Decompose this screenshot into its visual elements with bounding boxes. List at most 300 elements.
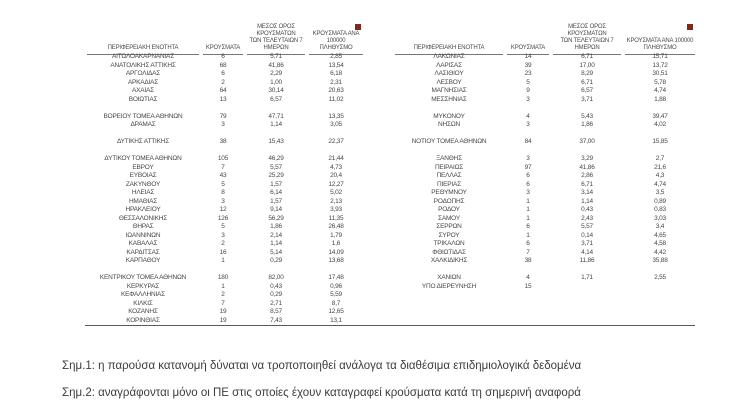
region-name: ΖΑΚΥΝΘΟΥ: [125, 180, 161, 188]
table-row-spacer: [393, 104, 697, 113]
cases-value: 19: [219, 316, 227, 324]
avg7-value: 5,71: [270, 53, 282, 60]
cases-value: 6: [526, 223, 530, 230]
header-per100k-line2: ΠΛΗΘΥΣΜΟ: [643, 45, 677, 51]
per100k-value: 3,03: [654, 214, 666, 222]
region-name: ΛΑΡΙΣΑΣ: [436, 61, 462, 69]
region-name: ΞΑΝΘΗΣ: [436, 155, 462, 162]
region-name: ΚΑΡΔΙΤΣΑΣ: [126, 248, 160, 256]
table-row: [85, 317, 365, 326]
region-name: ΤΡΙΚΑΛΩΝ: [433, 240, 465, 247]
region-name: ΡΟΔΟΠΗΣ: [433, 197, 465, 205]
region-name: [85, 266, 201, 275]
avg7-value: 1,14: [270, 121, 282, 128]
cases-value: 16: [219, 248, 227, 256]
region-name: ΚΟΖΑΝΗΣ: [128, 308, 158, 315]
table-row-spacer: [85, 147, 365, 156]
region-name: ΝΗΣΩΝ: [438, 121, 460, 128]
cases-value: 7: [221, 299, 225, 307]
region-name: ΠΕΙΡΑΙΩΣ: [434, 163, 464, 171]
avg7-value: 4,14: [581, 248, 593, 256]
table-row: [85, 274, 365, 283]
table-row: [85, 198, 365, 207]
per100k-value: 4,74: [654, 87, 666, 94]
region-name: ΠΙΕΡΙΑΣ: [437, 180, 461, 188]
avg7-value: 46,29: [268, 155, 284, 162]
cases-value: 126: [217, 214, 229, 222]
cases-value: 7: [221, 163, 225, 171]
per100k-value: [623, 104, 697, 113]
cases-value: 38: [219, 138, 227, 145]
avg7-value: 0,43: [270, 282, 282, 290]
avg7-value: 3,71: [581, 95, 593, 103]
table-row: [393, 283, 697, 292]
cases-value: 180: [217, 274, 229, 281]
footnote-1: Σημ.1: η παρούσα κατανομή δύναται να τροποποιηθεί ανάλογα τα διαθέσιμα επιδημιολογικά δεδομένα: [62, 360, 582, 372]
cases-value: 5: [221, 180, 225, 188]
table-row: [85, 53, 365, 62]
region-name: ΚΕΦΑΛΛΗΝΙΑΣ: [120, 291, 166, 298]
table-row: [85, 70, 365, 79]
cases-value: 1: [526, 231, 530, 239]
cases-value: 2: [221, 78, 225, 86]
per100k-value: 13,72: [652, 61, 668, 69]
table-row: [85, 291, 365, 300]
table-row: [85, 155, 365, 164]
region-name: ΠΕΛΛΑΣ: [436, 172, 462, 179]
per100k-value: 20,63: [328, 87, 344, 94]
table-row: [85, 87, 365, 96]
avg7-value: 8,57: [270, 308, 282, 315]
avg7-value: [551, 266, 623, 275]
header-avg7-line1: ΜΕΣΟΣ ΟΡΟΣ ΚΡΟΥΣΜΑΤΩΝ: [256, 24, 296, 37]
avg7-value: [551, 283, 623, 292]
avg7-value: 5,57: [270, 163, 282, 171]
per100k-value: 12,65: [328, 308, 344, 315]
region-name: ΘΗΡΑΣ: [132, 223, 154, 230]
avg7-value: 30,14: [268, 87, 284, 94]
per100k-value: 13,35: [328, 112, 344, 120]
regional-table-right: [393, 24, 697, 325]
avg7-value: 6,71: [581, 53, 593, 60]
table-row: [393, 215, 697, 224]
table-row-spacer: [393, 266, 697, 275]
per100k-value: 13,54: [328, 61, 344, 69]
avg7-value: 41,86: [579, 163, 595, 171]
avg7-value: 6,71: [581, 78, 593, 86]
cases-value: 6: [526, 240, 530, 247]
cases-value: 12: [219, 206, 227, 213]
per100k-value: [623, 130, 697, 139]
table-row: [393, 223, 697, 232]
table-row: [85, 189, 365, 198]
table-row: [393, 155, 697, 164]
cases-value: 1: [221, 282, 225, 290]
table-row: [85, 181, 365, 190]
region-name: ΙΩΑΝΝΙΝΩΝ: [125, 231, 161, 239]
per100k-value: 39,47: [652, 112, 668, 120]
table-row: [393, 96, 697, 105]
region-name: ΚΑΡΠΑΘΟΥ: [125, 257, 161, 264]
table-row: [85, 164, 365, 173]
avg7-value: 2,29: [270, 70, 282, 77]
cases-value: 4: [526, 112, 530, 120]
per100k-value: 1,88: [654, 95, 666, 103]
cases-value: 14: [524, 53, 532, 60]
avg7-value: [245, 130, 307, 139]
per100k-value: 30,51: [652, 70, 668, 77]
avg7-value: 6,14: [270, 189, 282, 196]
per100k-value: 13,68: [328, 257, 344, 264]
avg7-value: 3,71: [581, 240, 593, 247]
table-row: [393, 257, 697, 266]
region-name: ΚΕΝΤΡΙΚΟΥ ΤΟΜΕΑ ΑΘΗΝΩΝ: [99, 274, 187, 281]
cases-value: 13: [219, 95, 227, 103]
region-name: ΒΟΙΩΤΙΑΣ: [128, 95, 158, 103]
cases-value: 38: [524, 257, 532, 264]
cases-value: 3: [526, 189, 530, 196]
avg7-value: 0,29: [270, 291, 282, 298]
header-cases-label: ΚΡΟΥΣΜΑΤΑ: [205, 45, 241, 51]
cases-value: 6: [221, 53, 225, 60]
region-name: ΜΕΣΣΗΝΙΑΣ: [431, 95, 467, 103]
region-name: ΔΥΤΙΚΗΣ ΑΤΤΙΚΗΣ: [116, 138, 170, 145]
table-row-spacer: [393, 130, 697, 139]
footnotes: [62, 360, 722, 414]
per100k-value: 11,02: [328, 95, 344, 103]
region-name: ΚΙΛΚΙΣ: [133, 299, 153, 307]
per100k-value: 21,44: [328, 155, 344, 162]
avg7-value: [245, 147, 307, 156]
avg7-value: 7,43: [270, 316, 282, 324]
table-row: [85, 62, 365, 71]
cases-value: 1: [221, 257, 225, 264]
region-name: [85, 130, 201, 139]
table-row: [393, 198, 697, 207]
table-row: [393, 232, 697, 241]
table-row: [393, 121, 697, 130]
region-name: ΕΥΒΟΙΑΣ: [129, 172, 157, 179]
avg7-value: 1,14: [581, 197, 593, 205]
cases-value: [505, 266, 551, 275]
avg7-value: 8,29: [581, 70, 593, 77]
region-name: ΧΑΛΚΙΔΙΚΗΣ: [430, 257, 468, 264]
per100k-value: 4,02: [654, 121, 666, 128]
avg7-value: 2,71: [270, 299, 282, 307]
cases-value: 5: [526, 78, 530, 86]
region-name: [393, 266, 505, 275]
cases-value: 15: [524, 282, 532, 290]
header-region-label: ΠΕΡΙΦΕΡΕΙΑΚΗ ΕΝΟΤΗΤΑ: [107, 45, 179, 51]
table-row: [85, 138, 365, 147]
per100k-value: 2,55: [654, 274, 666, 281]
table-row: [393, 113, 697, 122]
cases-value: 3: [526, 95, 530, 103]
avg7-value: 2,43: [581, 214, 593, 222]
table-row: [85, 240, 365, 249]
cases-value: 6: [526, 172, 530, 179]
table-row: [85, 223, 365, 232]
per100k-value: 22,37: [328, 138, 344, 145]
table-row: [393, 172, 697, 181]
table-row: [85, 300, 365, 309]
region-name: ΝΟΤΙΟΥ ΤΟΜΕΑ ΑΘΗΝΩΝ: [411, 138, 487, 145]
cases-value: [505, 104, 551, 113]
per100k-value: 1,6: [331, 240, 341, 247]
avg7-value: [551, 147, 623, 156]
cases-value: [505, 130, 551, 139]
table-row: [85, 79, 365, 88]
cases-value: 1: [526, 214, 530, 222]
per100k-value: 13,1: [330, 316, 342, 324]
region-name: ΑΡΓΟΛΙΔΑΣ: [125, 70, 161, 77]
region-name: ΗΛΕΙΑΣ: [131, 189, 155, 196]
region-name: ΒΟΡΕΙΟΥ ΤΟΜΕΑ ΑΘΗΝΩΝ: [103, 112, 183, 120]
region-name: ΛΑΣΙΘΙΟΥ: [434, 70, 464, 77]
header-per100k-line2: ΠΛΗΘΥΣΜΟ: [319, 45, 353, 51]
table-row: [393, 249, 697, 258]
per100k-value: 15,71: [652, 53, 668, 60]
column-header-avg7: [553, 24, 621, 55]
per100k-value: [623, 266, 697, 275]
region-name: ΡΟΔΟΥ: [438, 206, 460, 213]
table-header-row: [393, 24, 697, 50]
table-row: [85, 96, 365, 105]
avg7-value: 56,29: [268, 214, 284, 222]
red-square-marker: [687, 24, 693, 30]
per100k-value: 4,58: [654, 240, 666, 247]
table-row: [393, 240, 697, 249]
regional-table-left: [85, 24, 365, 325]
cases-value: 5: [221, 223, 225, 230]
header-avg7-line1: ΜΕΣΟΣ ΟΡΟΣ ΚΡΟΥΣΜΑΤΩΝ: [567, 24, 607, 37]
per100k-value: 2,13: [330, 197, 342, 205]
avg7-value: 17,00: [579, 61, 595, 69]
region-name: [85, 104, 201, 113]
cases-value: [201, 130, 245, 139]
per100k-value: 6,18: [330, 70, 342, 77]
per100k-value: 4,42: [654, 248, 666, 256]
per100k-value: 4,65: [654, 231, 666, 239]
cases-value: 3: [526, 121, 530, 128]
cases-value: 68: [219, 61, 227, 69]
header-avg7-line2: ΤΩΝ ΤΕΛΕΥΤΑΙΩΝ 7 ΗΜΕΡΩΝ: [249, 38, 303, 51]
per100k-value: 4,73: [330, 163, 342, 171]
per100k-value: [307, 147, 365, 156]
region-name: ΜΑΓΝΗΣΙΑΣ: [431, 87, 467, 94]
cases-value: 23: [524, 70, 532, 77]
cases-value: 97: [524, 163, 532, 171]
per100k-value: 14,09: [328, 248, 344, 256]
table-row-spacer: [85, 104, 365, 113]
avg7-value: 5,14: [270, 248, 282, 256]
cases-value: 105: [217, 155, 229, 162]
region-name: ΜΥΚΟΝΟΥ: [433, 112, 465, 120]
per100k-value: 11,35: [328, 214, 344, 222]
avg7-value: 15,43: [268, 138, 284, 145]
per100k-value: 1,79: [330, 231, 342, 239]
cases-value: [201, 147, 245, 156]
region-name: ΛΑΚΩΝΙΑΣ: [433, 53, 465, 60]
avg7-value: [551, 104, 623, 113]
region-name: ΔΡΑΜΑΣ: [130, 121, 156, 128]
cases-value: 79: [219, 112, 227, 120]
table-row: [85, 308, 365, 317]
table-row: [393, 87, 697, 96]
per100k-value: 5,02: [330, 189, 342, 196]
per100k-value: 4,74: [654, 180, 666, 188]
region-name: ΣΕΡΡΩΝ: [436, 223, 462, 230]
avg7-value: 1,86: [581, 121, 593, 128]
avg7-value: 1,57: [270, 180, 282, 188]
per100k-value: [307, 104, 365, 113]
avg7-value: 0,29: [270, 257, 282, 264]
per100k-value: 35,88: [652, 257, 668, 264]
cases-value: 8: [221, 189, 225, 196]
region-name: ΑΧΑΪΑΣ: [132, 87, 154, 94]
table-bottom-rule: [85, 325, 695, 326]
region-name: [85, 147, 201, 156]
avg7-value: 3,29: [581, 155, 593, 162]
per100k-value: 4,3: [655, 172, 665, 179]
column-header-avg7: [247, 24, 305, 55]
cases-value: [201, 104, 245, 113]
per100k-value: [623, 283, 697, 292]
avg7-value: 1,00: [270, 78, 282, 86]
per100k-value: 20,4: [330, 172, 342, 179]
table-row: [85, 172, 365, 181]
region-name: ΑΝΑΤΟΛΙΚΗΣ ΑΤΤΙΚΗΣ: [110, 61, 176, 69]
avg7-value: 6,57: [270, 95, 282, 103]
cases-value: 3: [221, 121, 225, 128]
footnote-2: Σημ.2: αναγράφονται μόνο οι ΠΕ στις οποίες έχουν καταγραφεί κρούσματα κατά τη σημερινή αναφορά: [62, 387, 581, 399]
region-name: [393, 130, 505, 139]
region-name: ΡΕΘΥΜΝΟΥ: [431, 189, 467, 196]
table-row-spacer: [85, 266, 365, 275]
region-name: ΣΥΡΟΥ: [438, 231, 460, 239]
per100k-value: 2,85: [330, 53, 342, 60]
per100k-value: 17,48: [328, 274, 344, 281]
avg7-value: 5,43: [581, 112, 593, 120]
table-row: [85, 206, 365, 215]
per100k-value: [307, 266, 365, 275]
cases-value: 6: [221, 70, 225, 77]
avg7-value: [551, 130, 623, 139]
header-cases-label: ΚΡΟΥΣΜΑΤΑ: [510, 45, 546, 51]
table-row: [85, 121, 365, 130]
header-avg7-line2: ΤΩΝ ΤΕΛΕΥΤΑΙΩΝ 7 ΗΜΕΡΩΝ: [560, 38, 614, 51]
cases-value: 3: [221, 231, 225, 239]
avg7-value: 2,14: [270, 231, 282, 239]
cases-value: 39: [524, 61, 532, 69]
table-row-spacer: [393, 147, 697, 156]
cases-value: 9: [526, 87, 530, 94]
table-row: [393, 138, 697, 147]
region-name: ΚΑΒΑΛΑΣ: [128, 240, 158, 247]
region-name: ΚΕΡΚΥΡΑΣ: [126, 282, 160, 290]
per100k-value: 3,93: [330, 206, 342, 213]
per100k-value: 26,48: [328, 223, 344, 230]
cases-value: 84: [524, 138, 532, 145]
per100k-value: 3,05: [330, 121, 342, 128]
regional-cases-tables: [85, 24, 697, 325]
avg7-value: 2,86: [581, 172, 593, 179]
avg7-value: 1,86: [270, 223, 282, 230]
region-name: ΔΥΤΙΚΟΥ ΤΟΜΕΑ ΑΘΗΝΩΝ: [104, 155, 182, 162]
region-name: ΦΘΙΩΤΙΔΑΣ: [432, 248, 466, 256]
per100k-value: 0,83: [654, 206, 666, 213]
table-row: [393, 79, 697, 88]
avg7-value: [245, 266, 307, 275]
avg7-value: 1,71: [581, 274, 593, 281]
table-row: [393, 62, 697, 71]
avg7-value: [245, 104, 307, 113]
cases-value: 64: [219, 87, 227, 94]
cases-value: 1: [526, 206, 530, 213]
table-row: [85, 249, 365, 258]
per100k-value: [623, 147, 697, 156]
avg7-value: 25,29: [268, 172, 284, 179]
per100k-value: 15,85: [652, 138, 668, 145]
per100k-value: 5,78: [654, 78, 666, 86]
region-name: ΧΑΝΙΩΝ: [437, 274, 461, 281]
per100k-value: 0,89: [654, 197, 666, 205]
avg7-value: 9,14: [270, 206, 282, 213]
table-row: [393, 181, 697, 190]
per100k-value: 12,27: [328, 180, 344, 188]
header-region-label: ΠΕΡΙΦΕΡΕΙΑΚΗ ΕΝΟΤΗΤΑ: [413, 45, 485, 51]
region-name: [393, 147, 505, 156]
per100k-value: 8,7: [331, 299, 341, 307]
cases-value: 3: [221, 197, 225, 205]
avg7-value: 6,71: [581, 180, 593, 188]
table-row: [85, 232, 365, 241]
cases-value: 43: [219, 172, 227, 179]
region-name: ΑΙΤΩΛΟΑΚΑΡΝΑΝΙΑΣ: [111, 53, 175, 60]
cases-value: 2: [221, 291, 225, 298]
table-row: [393, 70, 697, 79]
cases-value: 1: [526, 197, 530, 205]
avg7-value: 41,86: [268, 61, 284, 69]
cases-value: [201, 266, 245, 275]
per100k-value: 0,96: [330, 282, 342, 290]
avg7-value: 3,14: [581, 189, 593, 196]
cases-value: 4: [526, 274, 530, 281]
table-row: [393, 164, 697, 173]
cases-value: 19: [219, 308, 227, 315]
region-name: ΘΕΣΣΑΛΟΝΙΚΗΣ: [118, 214, 168, 222]
avg7-value: 11,86: [579, 257, 595, 264]
per100k-value: 2,31: [330, 78, 342, 86]
region-name: ΗΜΑΘΙΑΣ: [128, 197, 158, 205]
region-name: [393, 104, 505, 113]
red-square-marker: [355, 24, 361, 30]
per100k-value: 21,6: [654, 163, 666, 171]
avg7-value: 1,57: [270, 197, 282, 205]
avg7-value: 5,57: [581, 223, 593, 230]
cases-value: 6: [526, 180, 530, 188]
avg7-value: 0,43: [581, 206, 593, 213]
avg7-value: 37,00: [579, 138, 595, 145]
region-name: ΗΡΑΚΛΕΙΟΥ: [125, 206, 161, 213]
avg7-value: 82,00: [268, 274, 284, 281]
table-row: [393, 53, 697, 62]
avg7-value: 1,14: [270, 240, 282, 247]
avg7-value: 0,14: [581, 231, 593, 239]
per100k-value: 3,4: [655, 223, 665, 230]
cases-value: [505, 147, 551, 156]
table-row: [85, 283, 365, 292]
